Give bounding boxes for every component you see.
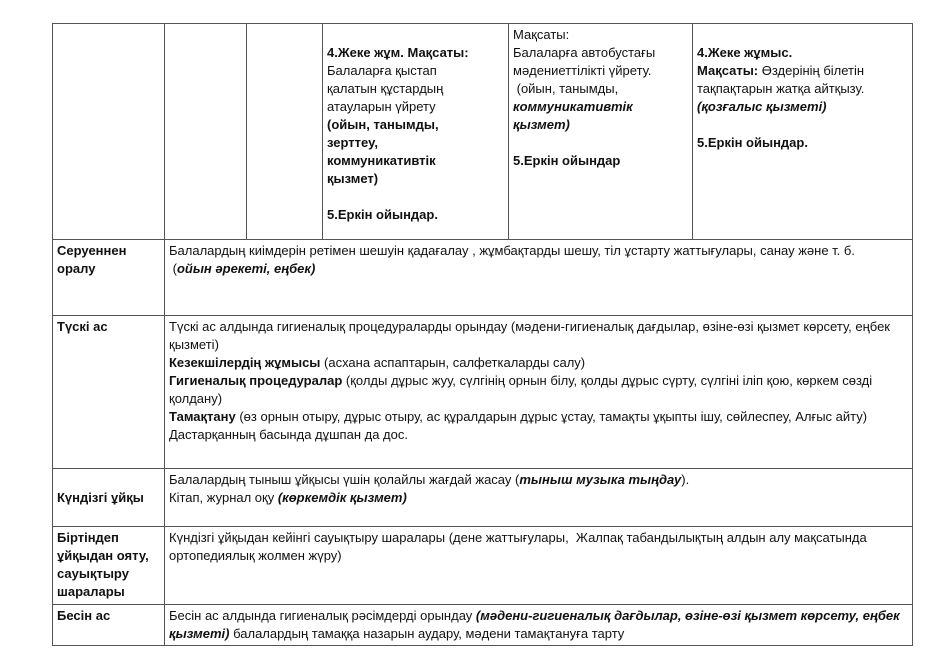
row-content: [165, 527, 913, 605]
activity-type: зерттеу,: [327, 135, 378, 150]
empty-cell: [53, 24, 165, 240]
goal-line: Балаларға қыстап: [327, 63, 437, 78]
goal-line: атауларын үйрету: [327, 99, 436, 114]
eating-text: (өз орнын отыру, дұрыс отыру, ас құралдарын дұрыс ұстау, тамақты ұқыпты ішу, сөйлеспеу, Алғыс айту): [235, 409, 868, 424]
wake-up-row: [53, 527, 913, 605]
snack-text-start: Бесін ас алдында гигиеналық рәсімдерді орындау: [169, 608, 476, 623]
duty-label: Кезекшілердің жұмысы: [169, 355, 321, 370]
sleep-line-1: [169, 471, 908, 489]
free-play-label: 5.Еркін ойындар.: [697, 135, 808, 150]
individual-work-heading: 4.Жеке жұм. Мақсаты:: [327, 45, 469, 60]
activity-type: коммуникативтік: [513, 99, 633, 114]
saying-text: Дастарқанның басында дұшпан да дос.: [169, 427, 408, 442]
row-label: Түскі ас: [53, 316, 165, 469]
activity-type: қызмет): [513, 117, 570, 132]
activity-type: (қозғалыс қызметі): [697, 99, 827, 114]
empty-cell: [165, 24, 247, 240]
row-label: Күндізгі ұйқы: [53, 469, 165, 527]
snack-row: [53, 605, 913, 646]
individual-work-heading: 4.Жеке жұмыс.: [697, 45, 793, 60]
snack-text-end: балалардың тамаққа назарын аудару, мәдени тамақтануға тарту: [229, 626, 625, 641]
sleep-text: Балалардың тыныш ұйқысы үшін қолайлы жағдай жасау (: [169, 472, 520, 487]
duty-text: (асхана аспаптарын, салфеткаларды салу): [320, 355, 586, 370]
activity-type: тыныш музыка тыңдау: [519, 472, 682, 487]
return-walk-row: [53, 240, 913, 316]
eating-label: Тамақтану: [169, 409, 236, 424]
row-content: [165, 240, 913, 316]
row-label: Серуеннен оралу: [53, 240, 165, 316]
free-play-label: 5.Еркін ойындар: [513, 153, 621, 168]
goal-label: Мақсаты:: [697, 63, 759, 78]
individual-work-cell-2: [509, 24, 693, 240]
empty-cell: [247, 24, 323, 240]
day-sleep-row: [53, 469, 913, 527]
return-walk-text: Балалардың киімдерін ретімен шешуін қадағалау , жұмбақтарды шешу, тіл ұстарту жаттығулары, санау және т. б.: [169, 243, 855, 258]
row-content: [165, 316, 913, 469]
wake-up-text: Күндізгі ұйқыдан кейінгі сауықтыру шаралары (дене жаттығулары, Жалпақ табандылықтың алдын алу мақсатында ортопедиялық жолмен жүру): [169, 530, 871, 563]
lunch-row: [53, 316, 913, 469]
eating-paragraph: [169, 408, 908, 426]
sleep-line-2: [169, 489, 908, 507]
individual-work-cell-3: [693, 24, 913, 240]
row-label: Бесін ас: [53, 605, 165, 646]
snack-text: [169, 607, 908, 643]
lunch-intro: Түскі ас алдында гигиеналық процедураларды орындау (мәдени-гигиеналық дағдылар, өзіне-өзі қызмет көрсету, еңбек қызметі): [169, 319, 890, 352]
sleep-text-end: ).: [681, 472, 690, 487]
activity-type-plain: (ойын, танымды,: [513, 81, 619, 96]
free-play-label: 5.Еркін ойындар.: [327, 207, 438, 222]
hygiene-paragraph: [169, 372, 908, 408]
paren-open: (: [169, 261, 177, 276]
daily-plan-table: [52, 23, 913, 646]
row-label: Біртіндеп ұйқыдан ояту, сауықтыру шаралары: [53, 527, 165, 605]
goal-paragraph: [697, 62, 908, 98]
goal-line: мәдениеттілікті үйрету.: [513, 63, 652, 78]
activity-type: ойын әрекеті, еңбек): [176, 261, 316, 276]
continuation-row: [53, 24, 913, 240]
goal-text: Өздерінің білетін тақпақтарын жатқа айтқызу.: [697, 63, 865, 96]
activity-type: қызмет): [327, 171, 379, 186]
row-content: [165, 469, 913, 527]
activity-type: коммуникативтік: [327, 153, 436, 168]
goal-line: қалатын құстардың: [327, 81, 444, 96]
goal-heading: Мақсаты:: [513, 27, 570, 42]
activity-type: (көркемдік қызмет): [277, 490, 407, 505]
goal-line: Балаларға автобустағы: [513, 45, 656, 60]
row-content: [165, 605, 913, 646]
activity-type: (мәдени-гигиеналық дағдылар, өзіне-өзі қызмет көрсету, еңбек қызметі): [169, 608, 900, 641]
reading-text: Кітап, журнал оқу: [169, 490, 278, 505]
activity-type: (ойын, танымды,: [327, 117, 439, 132]
hygiene-label: Гигиеналық процедуралар: [169, 373, 343, 388]
individual-work-cell-1: [323, 24, 509, 240]
duty-paragraph: [169, 354, 908, 372]
return-walk-activity: [169, 260, 908, 278]
hygiene-text: (қолды дұрыс жуу, сүлгінің орнын білу, қолды дұрыс сүрту, сүлгіні іліп қою, көркем сөзді қолдану): [169, 373, 873, 406]
